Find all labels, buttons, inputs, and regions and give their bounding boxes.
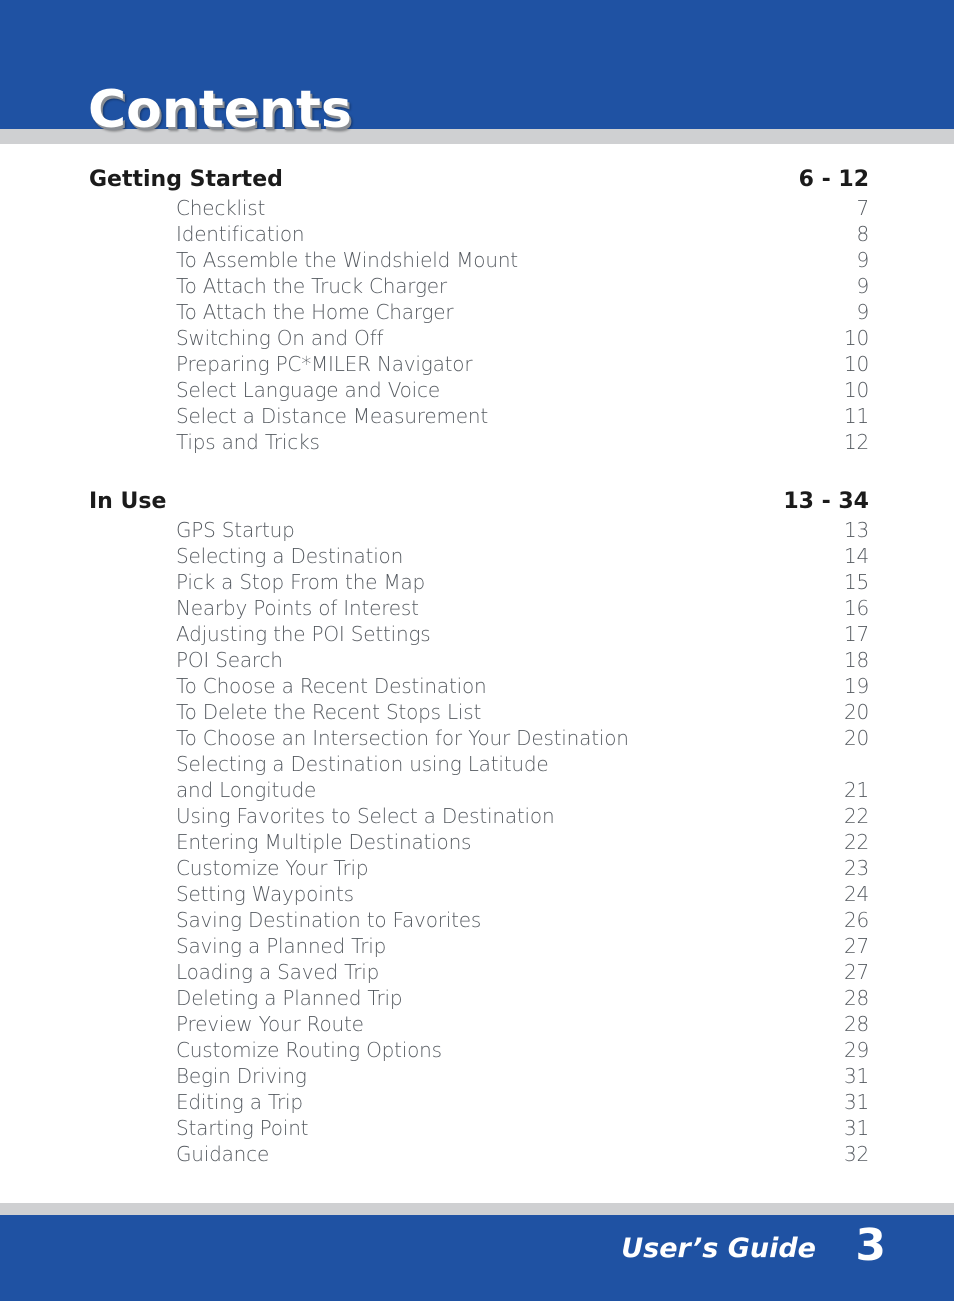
toc-entry-label: Select Language and Voice — [176, 378, 440, 402]
toc-entry-label: GPS Startup — [176, 518, 295, 542]
toc-entry[interactable] — [89, 195, 869, 221]
toc-entry[interactable] — [89, 273, 869, 299]
section-heading[interactable] — [89, 487, 869, 517]
toc-entry-page: 31 — [843, 1090, 869, 1114]
toc-entry-label: To Delete the Recent Stops List — [176, 700, 482, 724]
toc-entry[interactable] — [89, 803, 869, 829]
toc-entry-label: Saving Destination to Favorites — [176, 908, 482, 932]
toc-entry[interactable] — [89, 725, 869, 751]
entry-list — [89, 195, 869, 455]
toc-entry-label: POI Search — [176, 648, 283, 672]
section-in-use — [89, 487, 869, 1167]
toc-entry-label: Guidance — [176, 1142, 270, 1166]
toc-entry[interactable] — [89, 325, 869, 351]
toc-entry-page: 31 — [843, 1064, 869, 1088]
toc-entry[interactable] — [89, 933, 869, 959]
toc-entry-page: 26 — [843, 908, 869, 932]
toc-entry-label: Adjusting the POI Settings — [176, 622, 431, 646]
toc-entry-page: 14 — [843, 544, 869, 568]
toc-entry-page: 10 — [843, 326, 869, 350]
toc-entry[interactable] — [89, 1089, 869, 1115]
toc-entry[interactable] — [89, 855, 869, 881]
toc-entry-page: 27 — [843, 960, 869, 984]
footer-guide-label: User’s Guide — [621, 1233, 816, 1264]
toc-entry-label: Setting Waypoints — [176, 882, 354, 906]
section-title: In Use — [89, 489, 167, 514]
toc-entry-page: 27 — [843, 934, 869, 958]
toc-entry[interactable] — [89, 1115, 869, 1141]
toc-entry-page: 24 — [843, 882, 869, 906]
toc-entry[interactable] — [89, 1037, 869, 1063]
toc-entry-page: 12 — [843, 430, 869, 454]
toc-entry-label: Customize Your Trip — [176, 856, 369, 880]
toc-entry[interactable] — [89, 517, 869, 543]
toc-entry-page: 17 — [843, 622, 869, 646]
entry-list — [89, 517, 869, 1167]
toc-entry[interactable] — [89, 1011, 869, 1037]
toc-entry-label: To Assemble the Windshield Mount — [176, 248, 518, 272]
toc-entry[interactable] — [89, 351, 869, 377]
toc-entry-page: 10 — [843, 352, 869, 376]
toc-entry-label: To Attach the Home Charger — [176, 300, 454, 324]
toc-entry-page: 18 — [843, 648, 869, 672]
toc-entry-label: Using Favorites to Select a Destination — [176, 804, 555, 828]
toc-entry-label: Begin Driving — [176, 1064, 307, 1088]
toc-entry-page: 7 — [856, 196, 869, 220]
toc-entry[interactable] — [89, 403, 869, 429]
toc-entry-page: 13 — [843, 518, 869, 542]
toc-entry-page: 32 — [843, 1142, 869, 1166]
section-page-range: 13 - 34 — [783, 489, 869, 514]
section-heading[interactable] — [89, 165, 869, 195]
toc-entry-page: 23 — [843, 856, 869, 880]
toc-entry-label: Entering Multiple Destinations — [176, 830, 472, 854]
toc-entry[interactable] — [89, 907, 869, 933]
toc-entry[interactable] — [89, 881, 869, 907]
toc-entry-page: 9 — [856, 248, 869, 272]
toc-entry-label: and Longitude — [176, 778, 317, 802]
toc-entry[interactable] — [89, 543, 869, 569]
toc-entry-label: Tips and Tricks — [176, 430, 320, 454]
toc-entry-page: 20 — [843, 700, 869, 724]
toc-entry-label: To Choose a Recent Destination — [176, 674, 487, 698]
toc-entry[interactable] — [89, 429, 869, 455]
toc-entry-label: Pick a Stop From the Map — [176, 570, 426, 594]
toc-entry-label: Starting Point — [176, 1116, 309, 1140]
toc-entry[interactable] — [89, 1063, 869, 1089]
toc-entry[interactable] — [89, 777, 869, 803]
toc-entry[interactable] — [89, 647, 869, 673]
section-title: Getting Started — [89, 167, 283, 192]
toc-entry-page: 22 — [843, 830, 869, 854]
toc-entry-page: 15 — [843, 570, 869, 594]
toc-entry[interactable] — [89, 673, 869, 699]
toc-entry-label: Preview Your Route — [176, 1012, 364, 1036]
toc-entry[interactable] — [89, 1141, 869, 1167]
toc-entry[interactable] — [89, 829, 869, 855]
toc-entry-page: 28 — [843, 1012, 869, 1036]
toc-entry-page: 29 — [843, 1038, 869, 1062]
toc-entry[interactable] — [89, 595, 869, 621]
toc-entry-page: 16 — [843, 596, 869, 620]
toc-entry-page: 22 — [843, 804, 869, 828]
toc-entry-label: Saving a Planned Trip — [176, 934, 387, 958]
toc-entry[interactable] — [89, 247, 869, 273]
toc-entry-page: 31 — [843, 1116, 869, 1140]
toc-entry-page: 19 — [843, 674, 869, 698]
toc-entry-page: 21 — [843, 778, 869, 802]
section-getting-started — [89, 165, 869, 455]
toc-entry-label: Customize Routing Options — [176, 1038, 442, 1062]
toc-entry[interactable] — [89, 985, 869, 1011]
toc-entry[interactable] — [89, 699, 869, 725]
toc-entry[interactable] — [89, 621, 869, 647]
toc-entry-label: To Choose an Intersection for Your Destination — [176, 726, 629, 750]
toc-entry-label: Selecting a Destination — [176, 544, 404, 568]
toc-entry-label: Nearby Points of Interest — [176, 596, 419, 620]
toc-entry-page: 8 — [856, 222, 869, 246]
toc-entry-label: Identification — [176, 222, 305, 246]
toc-entry-page: 20 — [843, 726, 869, 750]
toc-entry-label: Switching On and Off — [176, 326, 384, 350]
toc-entry-page: 10 — [843, 378, 869, 402]
toc-entry[interactable] — [89, 959, 869, 985]
toc-entry-label: Selecting a Destination using Latitude — [176, 752, 549, 776]
toc-entry[interactable] — [89, 751, 869, 777]
page-title: Contents — [88, 80, 352, 140]
toc-entry-label: Select a Distance Measurement — [176, 404, 488, 428]
toc-entry[interactable] — [89, 569, 869, 595]
toc-entry[interactable] — [89, 377, 869, 403]
toc-entry-label: To Attach the Truck Charger — [176, 274, 447, 298]
section-page-range: 6 - 12 — [798, 167, 869, 192]
toc-entry-page: 11 — [843, 404, 869, 428]
footer-page-number: 3 — [855, 1220, 886, 1271]
toc-entry-label: Deleting a Planned Trip — [176, 986, 403, 1010]
toc-entry-label: Preparing PC*MILER Navigator — [176, 352, 473, 376]
toc-entry-label: Loading a Saved Trip — [176, 960, 380, 984]
toc-entry[interactable] — [89, 299, 869, 325]
toc-entry-page: 28 — [843, 986, 869, 1010]
toc-entry-label: Checklist — [176, 196, 266, 220]
toc-entry-label: Editing a Trip — [176, 1090, 303, 1114]
toc-entry-page: 9 — [856, 300, 869, 324]
toc-entry-page: 9 — [856, 274, 869, 298]
footer-stripe — [0, 1203, 954, 1215]
toc-entry[interactable] — [89, 221, 869, 247]
table-of-contents — [89, 165, 869, 1167]
